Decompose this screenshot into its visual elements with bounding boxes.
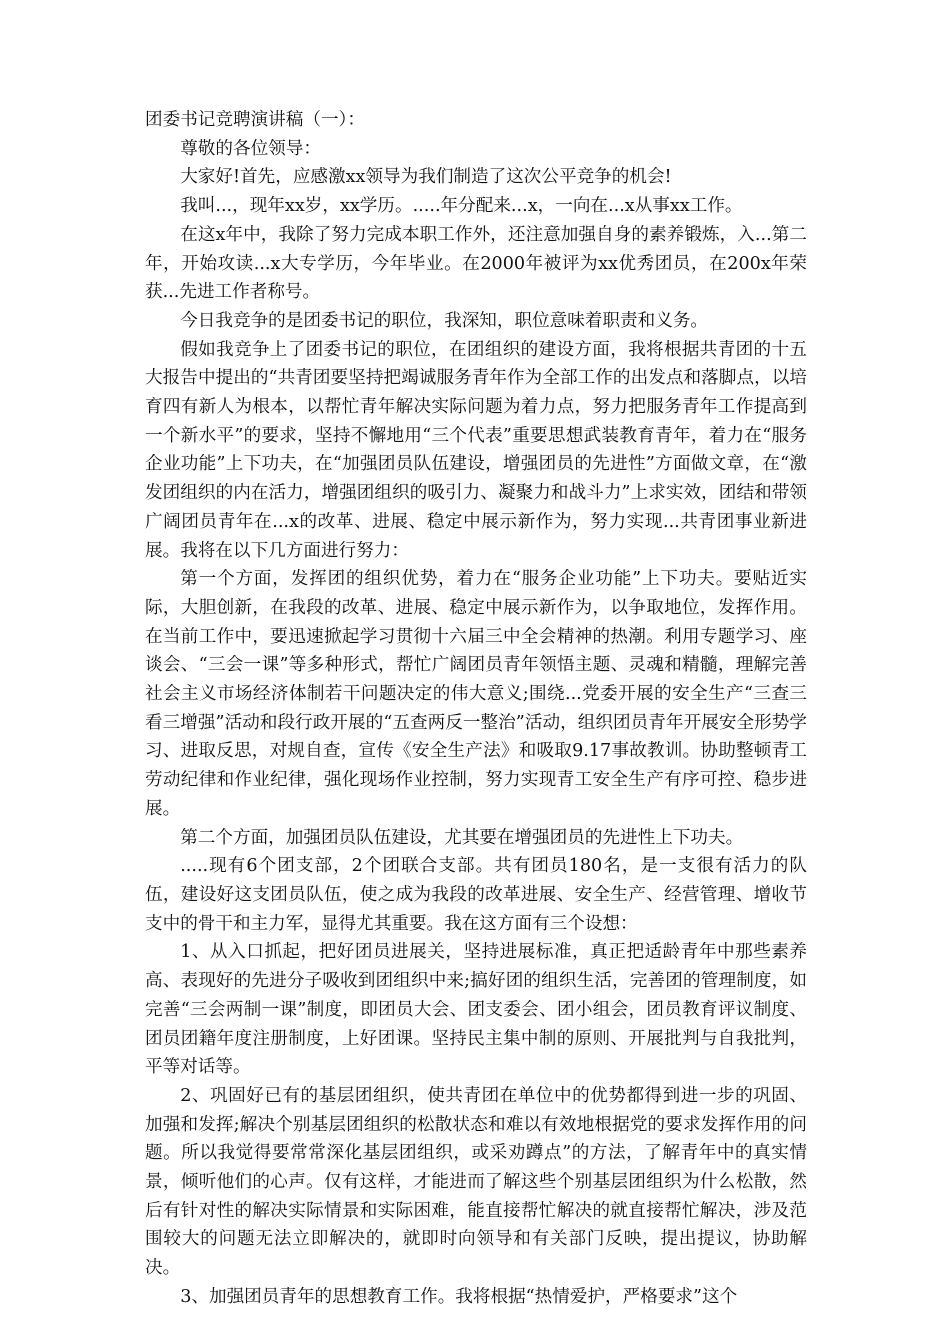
paragraph-greeting: 大家好!首先，应感激xx领导为我们制造了这次公平竞争的机会!	[180, 167, 672, 188]
paragraph-achievements: 在这x年中，我除了努力完成本职工作外，还注意加强自身的素养锻炼，入...第二年，开始攻读...x大专学历，今年毕业。在2000年被评为xx优秀团员，在200x年荣获...先进工作者称号。	[145, 224, 807, 303]
paragraph-aspect-one: 第一个方面，发挥团的组织优势，着力在“服务企业功能”上下功夫。要贴近实际，大胆创新，在我段的改革、进展、稳定中展示新作为，以争取地位，发挥作用。在当前工作中，要迅速掀起学习贯彻十六届三中全会精神的热潮。利用专题学习、座谈会、“三会一课”等多种形式，帮忙广阔团员青年领悟主题、灵魂和精髓，理解完善社会主义市场经济体制若干问题决定的伟大意义;围绕...党委开展的安全生产“三查三看三增强”活动和段行政开展的“五查两反一整治”活动，组织团员青年开展安全形势学习、进取反思，对规自查，宣传《安全生产法》和吸取9.17事故教训。协助整顿青工劳动纪律和作业纪律，强化现场作业控制，努力实现青工安全生产有序可控、稳步进展。	[145, 569, 807, 819]
paragraph-aspect-two: 第二个方面，加强团员队伍建设，尤其要在增强团员的先进性上下功夫。	[180, 827, 744, 848]
paragraph-plan-overview: 假如我竞争上了团委书记的职位，在团组织的建设方面，我将根据共青团的十五大报告中提出的“共青团要坚持把竭诚服务青年作为全部工作的出发点和落脚点，以培育四有新人为根本，以帮忙青年解决实际问题为着力点，努力把服务青年工作提高到一个新水平”的要求，坚持不懈地用“三个代表”重要思想武装教育青年，着力在“服务企业功能”上下功夫，在“加强团员队伍建设，增强团员的先进性”方面做文章，在“激发团组织的内在活力，增强团组织的吸引力、凝聚力和战斗力”上求实效，团结和带领广阔团员青年在...x的改革、进展、稳定中展示新作为，努力实现...共青团事业新进展。我将在以下几方面进行努力：	[145, 339, 807, 561]
document-body	[145, 106, 807, 1312]
paragraph-introduction: 我叫...，现年xx岁，xx学历。.....年分配来...x，一向在...x从事xx工作。	[180, 196, 743, 217]
paragraph-idea-one: 1、从入口抓起，把好团员进展关，坚持进展标准，真正把适龄青年中那些素养高、表现好的先进分子吸收到团组织中来;搞好团的组织生活，完善团的管理制度，如完善“三会两制一课”制度，即团员大会、团支委会、团小组会，团员教育评议制度、团员团籍年度注册制度，上好团课。坚持民主集中制的原则、开展批判与自我批判，平等对话等。	[145, 942, 807, 1078]
paragraph-idea-two: 2、巩固好已有的基层团组织，使共青团在单位中的优势都得到进一步的巩固、加强和发挥;解决个别基层团组织的松散状态和难以有效地根据党的要求发挥作用的问题。所以我觉得要常常深化基层团组织，或采劝蹲点”的方法，了解青年中的真实情景，倾听他们的心声。仅有这样，才能进而了解这些个别基层团组织为什么松散，然后有针对性的解决实际情景和实际困难，能直接帮忙解决的就直接帮忙解决，涉及范围较大的问题无法立即解决的，就即时向领导和有关部门反映，提出提议，协助解决。	[145, 1085, 807, 1279]
paragraph-idea-three: 3、加强团员青年的思想教育工作。我将根据“热情爱护，严格要求”这个	[180, 1286, 738, 1307]
paragraph-position: 今日我竞争的是团委书记的职位，我深知，职位意味着职责和义务。	[180, 310, 709, 331]
document-title: 团委书记竞聘演讲稿（一）：	[145, 110, 365, 130]
salutation: 尊敬的各位领导：	[180, 138, 321, 159]
paragraph-team-status: .....现有6个团支部，2个团联合支部。共有团员180名，是一支很有活力的队伍，建设好这支团员队伍，使之成为我段的改革进展、安全生产、经营管理、增收节支中的骨干和主力军，显得尤其重要。我在这方面有三个设想：	[145, 856, 807, 934]
